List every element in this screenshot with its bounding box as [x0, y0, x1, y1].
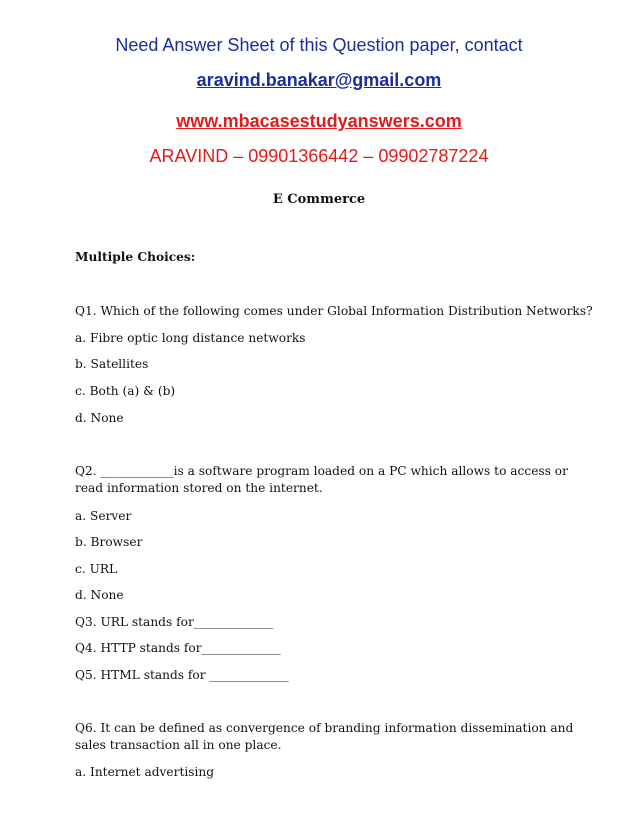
- q2-option-c: c. URL: [75, 562, 118, 576]
- q1-option-c: c. Both (a) & (b): [75, 384, 176, 398]
- q1-option-b: b. Satellites: [75, 357, 149, 371]
- website-link[interactable]: www.mbacasestudyanswers.com: [176, 111, 462, 131]
- document-title: E Commerce: [272, 192, 366, 207]
- section-heading: Multiple Choices:: [75, 250, 196, 264]
- question-1: Q1. Which of the following comes under Global Information Distribution Networks?: [75, 304, 593, 318]
- email-link[interactable]: aravind.banakar@gmail.com: [196, 70, 442, 90]
- question-2: Q2. ____________is a software program loaded on a PC which allows to access or read information stored on the internet.: [75, 464, 568, 495]
- question-6: Q6. It can be defined as convergence of branding information dissemination and sales transaction all in one place.: [75, 721, 574, 752]
- contact-header: Need Answer Sheet of this Question paper, contact: [115, 35, 523, 55]
- question-4: Q4. HTTP stands for_____________: [75, 641, 281, 655]
- question-3: Q3. URL stands for_____________: [75, 615, 273, 629]
- question-5: Q5. HTML stands for _____________: [75, 668, 289, 682]
- q1-option-a: a. Fibre optic long distance networks: [75, 331, 306, 345]
- q2-option-d: d. None: [75, 588, 124, 602]
- phone-numbers: ARAVIND – 09901366442 – 09902787224: [149, 146, 489, 166]
- q6-option-a: a. Internet advertising: [75, 765, 215, 779]
- q2-option-a: a. Server: [75, 509, 132, 523]
- q2-option-b: b. Browser: [75, 535, 143, 549]
- q1-option-d: d. None: [75, 411, 124, 425]
